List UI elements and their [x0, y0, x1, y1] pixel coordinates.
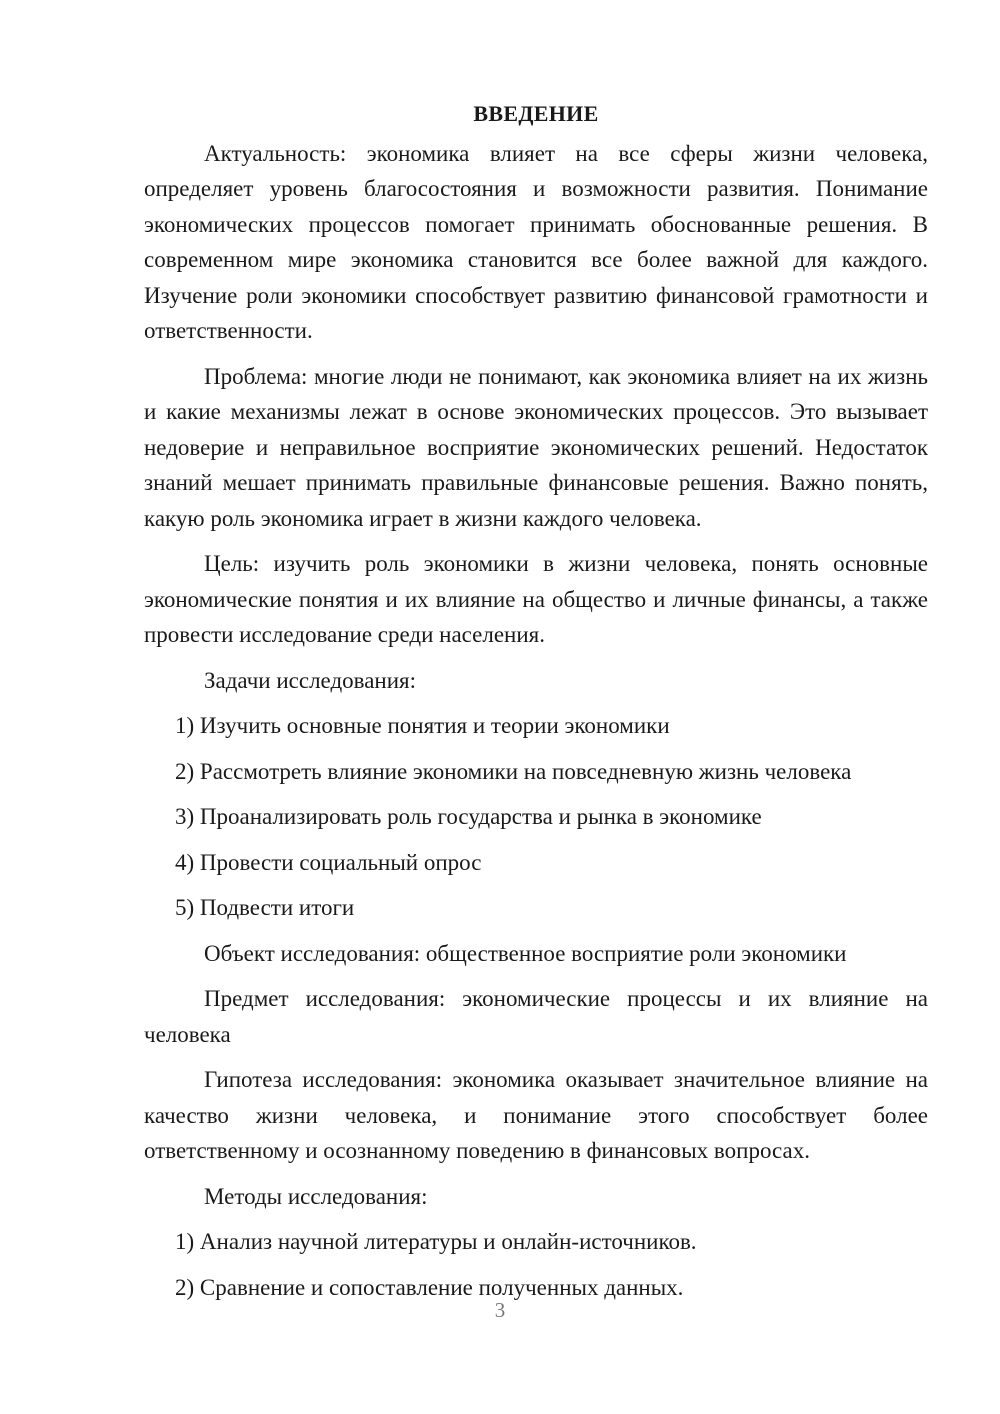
- list-item: 2) Рассмотреть влияние экономики на повседневную жизнь человека: [175, 758, 852, 784]
- list-item: 3) Проанализировать роль государства и рынка в экономике: [175, 804, 762, 829]
- list-item: 4) Провести социальный опрос: [175, 849, 482, 875]
- list-item: 5) Подвести итоги: [175, 895, 355, 920]
- methods-list: [144, 1224, 928, 1305]
- problem-paragraph: Проблема: многие люди не понимают, как экономика влияет на их жизнь и какие механизмы лежат в основе экономических процессов. Это вызывает недоверие и неправильное восприятие экономических решений. Недостаток знаний мешает принимать правильные финансовые решения. Важно понять, какую роль экономика играет в жизни каждого человека.: [144, 363, 928, 531]
- list-item: 1) Изучить основные понятия и теории экономики: [175, 713, 670, 738]
- document-page: [144, 96, 928, 1315]
- methods-heading: Методы исследования:: [204, 1183, 428, 1209]
- section-title: ВВЕДЕНИЕ: [473, 101, 599, 126]
- goal-paragraph: Цель: изучить роль экономики в жизни человека, понять основные экономические понятия и их влияние на общество и личные финансы, а также провести исследование среди населения.: [144, 551, 928, 647]
- object-paragraph: Объект исследования: общественное восприятие роли экономики: [204, 940, 847, 966]
- subject-paragraph: Предмет исследования: экономические процессы и их влияние на человека: [144, 986, 928, 1047]
- relevance-paragraph: Актуальность: экономика влияет на все сферы жизни человека, определяет уровень благосостояния и возможности развития. Понимание экономических процессов помогает принимать обоснованные решения. В современном мире экономика становится все более важной для каждого. Изучение роли экономики способствует развитию финансовой грамотности и ответственности.: [144, 140, 928, 343]
- page-number: 3: [494, 1298, 506, 1322]
- list-item: 1) Анализ научной литературы и онлайн-источников.: [175, 1229, 697, 1254]
- hypothesis-paragraph: Гипотеза исследования: экономика оказывает значительное влияние на качество жизни человека, и понимание этого способствует более ответственному и осознанному поведению в финансовых вопросах.: [144, 1067, 928, 1163]
- tasks-heading: Задачи исследования:: [204, 667, 417, 693]
- list-item: 2) Сравнение и сопоставление полученных данных.: [175, 1274, 684, 1300]
- tasks-list: [144, 708, 928, 926]
